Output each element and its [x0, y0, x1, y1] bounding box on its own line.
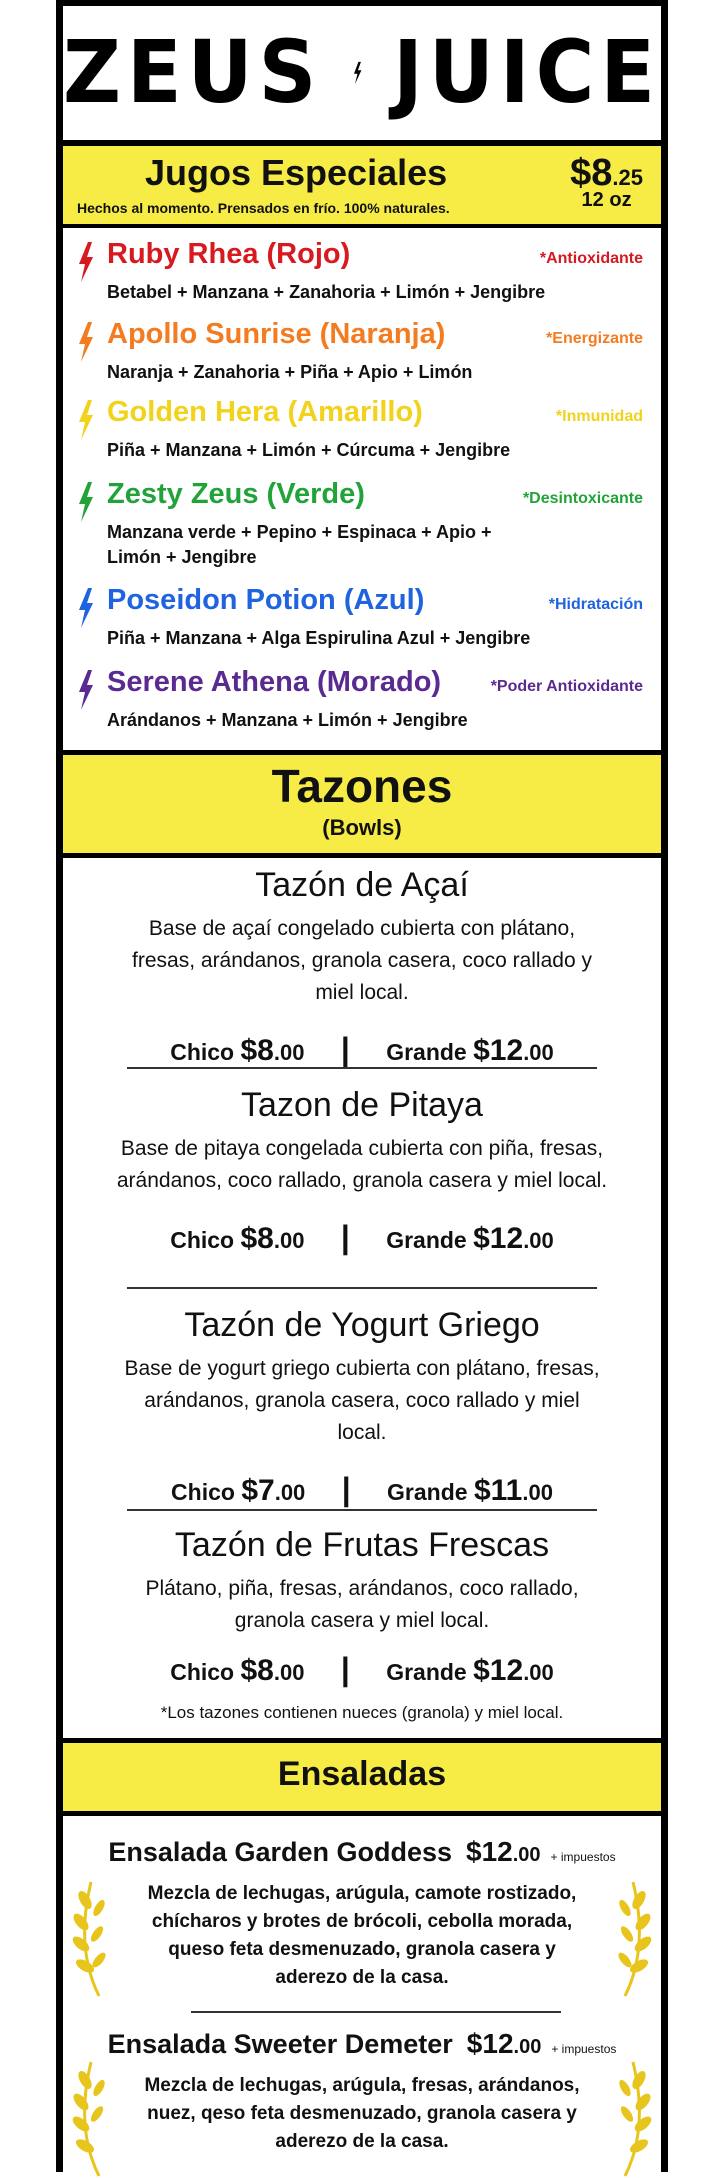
price-separator: |	[340, 1031, 350, 1067]
ensaladas-header	[63, 1743, 661, 1811]
divider	[63, 1811, 661, 1816]
salad-description: Mezcla de lechugas, arúgula, fresas, arándanos, nuez, qeso feta desmenuzado, granola casera y aderezo de la casa.	[144, 2075, 580, 2152]
lightning-bolt-icon	[77, 588, 95, 628]
large-price: $12	[473, 1654, 524, 1687]
small-label: Chico	[171, 1479, 235, 1505]
ensaladas-title: Ensaladas	[277, 1755, 447, 1793]
brand-word-zeus: ZEUS	[63, 22, 323, 123]
juice-name: Zesty Zeus (Verde)	[107, 478, 365, 510]
jugos-price-main: $8	[570, 152, 613, 194]
juice-tag: *Hidratación	[548, 596, 643, 613]
juice-name: Golden Hera (Amarillo)	[107, 396, 423, 428]
large-label: Grande	[386, 1659, 467, 1685]
bowl-prices	[63, 1219, 661, 1256]
bowl-name: Tazón de Frutas Frescas	[174, 1526, 550, 1564]
salad-name: Ensalada Garden Goddess	[108, 1837, 453, 1867]
small-price-cents: .00	[274, 1480, 306, 1505]
tazones-subtitle: (Bowls)	[322, 815, 402, 840]
menu-board	[56, 0, 668, 2172]
bowl-item	[63, 1526, 661, 1688]
brand-header	[63, 6, 661, 140]
small-label: Chico	[170, 1227, 235, 1253]
bowl-prices	[63, 1651, 661, 1688]
bowl-description: Base de pitaya congelada cubierta con piña, fresas, arándanos, coco rallado, granola casera y miel local.	[116, 1137, 608, 1192]
large-price: $11	[473, 1474, 523, 1507]
menu-inner	[63, 6, 661, 2172]
juice-tag: *Energizante	[546, 330, 643, 347]
salad-item	[63, 2028, 661, 2156]
juice-name: Poseidon Potion (Azul)	[107, 584, 425, 616]
price-separator: |	[340, 1651, 350, 1687]
large-label: Grande	[386, 1039, 467, 1065]
price-separator: |	[341, 1471, 351, 1507]
jugos-subtitle: Hechos al momento. Prensados en frío. 100% naturales.	[77, 200, 450, 216]
small-price: $8	[240, 1222, 274, 1255]
small-label: Chico	[170, 1039, 235, 1065]
salad-tax-note: + impuestos	[551, 2042, 617, 2056]
jugos-title: Jugos Especiales	[145, 152, 448, 193]
small-price: $8	[240, 1654, 274, 1687]
salad-price-cents: .00	[513, 2036, 542, 2058]
lightning-bolt-icon	[77, 242, 95, 282]
bowl-name: Tazon de Pitaya	[241, 1086, 483, 1124]
divider	[63, 853, 661, 858]
juice-ingredients: Piña + Manzana + Alga Espirulina Azul + Jengibre	[107, 628, 531, 648]
laurel-branch-icon	[69, 1878, 109, 1998]
lightning-bolt-icon	[352, 28, 363, 118]
lightning-bolt-icon	[77, 482, 95, 522]
small-price: $8	[240, 1034, 274, 1067]
juice-ingredients: Naranja + Zanahoria + Piña + Apio + Limón	[107, 362, 473, 382]
divider-line	[127, 1509, 597, 1511]
laurel-branch-icon	[615, 2058, 655, 2178]
bowl-description: Base de açaí congelado cubierta con plátano, fresas, arándanos, granola casera, coco rallado y miel local.	[132, 917, 592, 1004]
jugos-size: 12 oz	[581, 189, 632, 211]
juice-name: Serene Athena (Morado)	[107, 666, 442, 698]
salad-name: Ensalada Sweeter Demeter	[107, 2029, 453, 2059]
juice-ingredients: Manzana verde + Pepino + Espinaca + Apio + Limón + Jengibre	[107, 522, 492, 567]
small-price-cents: .00	[273, 1040, 305, 1065]
divider-line	[191, 2011, 561, 2013]
tazones-title: Tazones	[271, 760, 453, 812]
small-label: Chico	[170, 1659, 235, 1685]
juice-name: Ruby Rhea (Rojo)	[107, 238, 351, 270]
lightning-bolt-icon	[77, 322, 95, 362]
bowl-item	[63, 1086, 661, 1256]
bowl-item	[63, 1306, 661, 1508]
small-price: $7	[241, 1474, 275, 1507]
salad-price: $12	[466, 2028, 514, 2059]
juice-tag: *Antioxidante	[539, 250, 643, 267]
juice-tag: *Inmunidad	[555, 408, 643, 425]
laurel-branch-icon	[615, 1878, 655, 1998]
jugos-header	[63, 146, 661, 224]
jugos-price-cents: .25	[612, 165, 643, 190]
juice-name: Apollo Sunrise (Naranja)	[107, 318, 446, 350]
large-price: $12	[473, 1034, 524, 1067]
large-price-cents: .00	[523, 1660, 554, 1685]
bowl-name: Tazón de Açaí	[255, 866, 469, 904]
large-price-cents: .00	[522, 1480, 553, 1505]
brand-word-juice: JUICE	[393, 22, 661, 123]
large-label: Grande	[387, 1479, 468, 1505]
small-price-cents: .00	[273, 1228, 305, 1253]
lightning-bolt-icon	[77, 670, 95, 710]
juice-tag: *Poder Antioxidante	[490, 678, 643, 695]
salad-price: $12	[466, 1836, 513, 1867]
laurel-branch-icon	[69, 2058, 109, 2178]
salad-price-cents: .00	[512, 1844, 541, 1866]
tazones-header	[63, 755, 661, 853]
salad-description: Mezcla de lechugas, arúgula, camote rostizado, chícharos y brotes de brócoli, cebolla morada, queso feta desmenuzado, granola casera y aderezo de la casa.	[147, 1883, 577, 1988]
jugos-price	[570, 152, 643, 212]
bowl-description: Base de yogurt griego cubierta con plátano, fresas, arándanos, granola casera, coco rallado y miel local.	[124, 1357, 600, 1444]
juice-ingredients: Piña + Manzana + Limón + Cúrcuma + Jengibre	[107, 440, 511, 460]
salad-header	[63, 1836, 661, 1868]
bowl-description: Plátano, piña, fresas, arándanos, coco rallado, granola casera y miel local.	[145, 1577, 579, 1632]
large-price-cents: .00	[523, 1228, 554, 1253]
salad-item	[63, 1836, 661, 1992]
bowl-name: Tazón de Yogurt Griego	[184, 1306, 540, 1344]
bowl-prices	[63, 1471, 661, 1508]
juice-ingredients: Betabel + Manzana + Zanahoria + Limón + Jengibre	[107, 282, 546, 302]
tazones-note: *Los tazones contienen nueces (granola) y miel local.	[160, 1703, 564, 1722]
salad-header	[63, 2028, 661, 2060]
divider-line	[127, 1287, 597, 1289]
salad-tax-note: + impuestos	[550, 1850, 616, 1864]
divider	[63, 224, 661, 228]
bowl-prices	[63, 1031, 661, 1068]
bowl-item	[63, 866, 661, 1068]
divider-line	[127, 1067, 597, 1069]
small-price-cents: .00	[273, 1660, 305, 1685]
juice-tag: *Desintoxicante	[522, 490, 643, 507]
large-label: Grande	[386, 1227, 467, 1253]
lightning-bolt-icon	[77, 400, 95, 440]
juice-ingredients: Arándanos + Manzana + Limón + Jengibre	[107, 710, 468, 730]
large-price-cents: .00	[523, 1040, 554, 1065]
large-price: $12	[473, 1222, 524, 1255]
price-separator: |	[340, 1219, 350, 1255]
